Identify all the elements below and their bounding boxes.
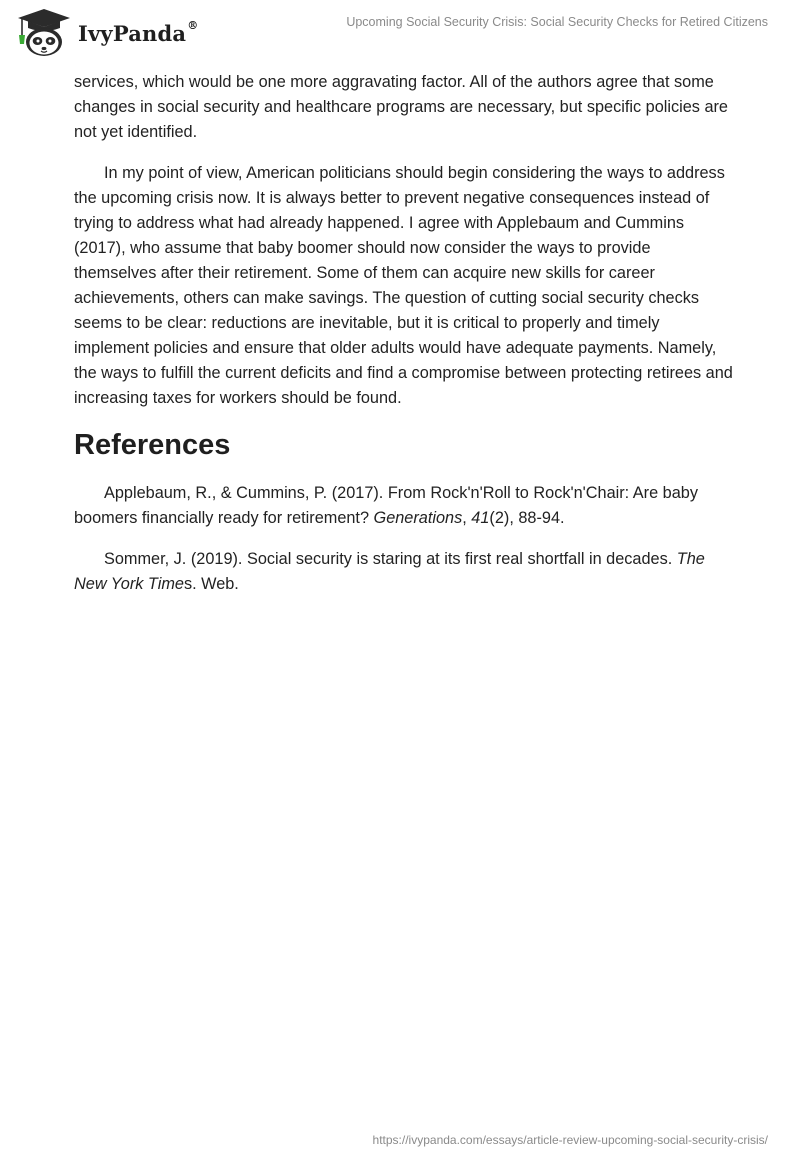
body-paragraph-2: In my point of view, American politicians should begin considering the ways to address the upcoming crisis now. It is always better to prevent negative consequences instead of trying to address what had already happened. I agree with Applebaum and Cummins (2017), who assume that baby boomer should now consider the ways to provide themselves after their retirement. Some of them can acquire new skills for career achievements, others can make savings. The question of cutting social security checks seems to be clear: reductions are inevitable, but it is critical to properly and timely implement policies and ensure that older adults would have adequate payments. Namely, the ways to fulfill the current deficits and find a compromise between protecting retirees and increasing taxes for workers should be found. — [74, 164, 733, 407]
references-heading: References — [74, 429, 231, 461]
ref1-journal: Generations — [373, 509, 463, 527]
logo-text: IvyPanda — [78, 21, 187, 46]
page-header — [0, 0, 800, 64]
ref1-separator: , — [462, 509, 472, 527]
essay-content — [74, 70, 734, 613]
ref2-citation: Sommer, J. (2019). Social security is staring at its first real shortfall in decades. — [104, 550, 677, 568]
body-paragraph-1: services, which would be one more aggravating factor. All of the authors agree that some changes in social security and healthcare programs are necessary, but specific policies are not yet identified. — [74, 73, 728, 141]
reference-entry-2 — [74, 547, 734, 597]
ivypanda-logo[interactable] — [14, 8, 204, 58]
reference-entry-1 — [74, 481, 734, 531]
document-title: Upcoming Social Security Crisis: Social Security Checks for Retired Citizens — [346, 15, 768, 29]
ref1-pages: (2), 88-94. — [489, 509, 565, 527]
registered-mark: ® — [187, 19, 199, 32]
ref2-source: The New York Time — [74, 550, 705, 593]
ref2-tail: s. Web. — [183, 575, 239, 593]
logo-wordmark — [78, 21, 198, 46]
panda-graduate-icon — [14, 8, 74, 58]
source-url[interactable]: https://ivypanda.com/essays/article-review-upcoming-social-security-crisis/ — [372, 1133, 768, 1147]
ref1-volume: 41 — [471, 509, 490, 527]
ref1-citation: Applebaum, R., & Cummins, P. (2017). From Rock'n'Roll to Rock'n'Chair: Are baby boomers financially ready for retirement? — [74, 484, 698, 527]
